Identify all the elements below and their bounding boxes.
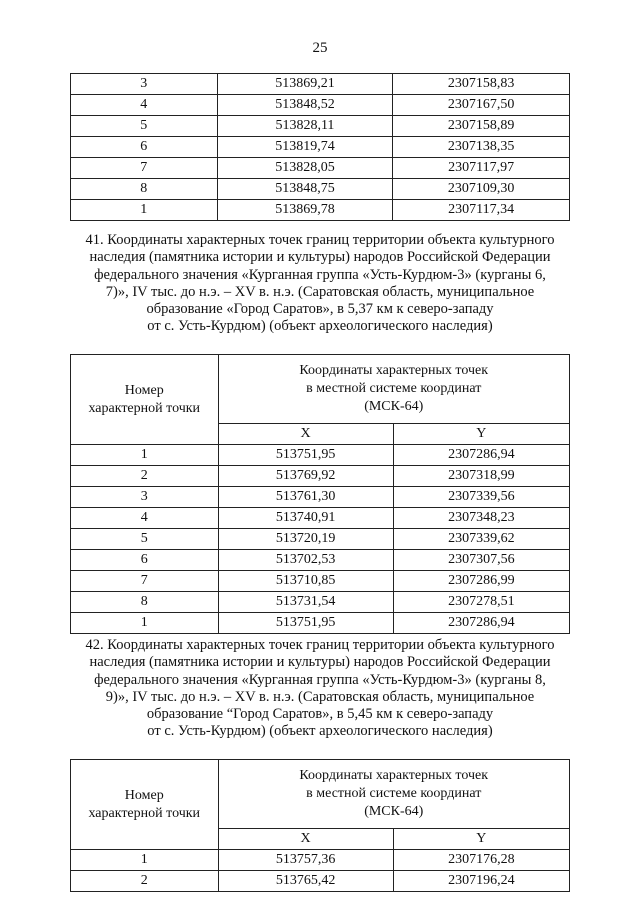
- coordinates-header: [218, 760, 570, 829]
- x-coordinate-cell: 513710,85: [218, 571, 393, 592]
- table-row: [71, 487, 570, 508]
- point-number-cell: 6: [71, 137, 218, 158]
- x-coordinate-cell: 513869,78: [217, 200, 393, 221]
- x-coordinate-cell: 513751,95: [218, 445, 393, 466]
- table-row: [71, 529, 570, 550]
- header-line: характерной точки: [88, 400, 201, 416]
- y-coordinate-cell: 2307196,24: [393, 871, 569, 892]
- section-42-heading: [70, 637, 570, 741]
- coordinates-table-continued: [70, 73, 570, 221]
- y-coordinate-cell: 2307286,99: [393, 571, 569, 592]
- y-coordinate-cell: 2307117,97: [393, 158, 570, 179]
- table-row: [71, 850, 570, 871]
- heading-line: наследия (памятника истории и культуры) народов Российской Федерации: [89, 249, 551, 266]
- x-coordinate-cell: 513765,42: [218, 871, 393, 892]
- table-body: [71, 74, 570, 221]
- header-line: Координаты характерных точек: [299, 768, 489, 783]
- point-number-cell: 6: [71, 550, 219, 571]
- x-coordinate-cell: 513720,19: [218, 529, 393, 550]
- point-number-cell: 1: [71, 613, 219, 634]
- x-coordinate-cell: 513848,52: [217, 95, 393, 116]
- x-coordinate-cell: 513740,91: [218, 508, 393, 529]
- table-row: [71, 158, 570, 179]
- point-number-header: [71, 760, 219, 850]
- point-number-cell: 3: [71, 487, 219, 508]
- x-coordinate-cell: 513869,21: [217, 74, 393, 95]
- table-row: [71, 871, 570, 892]
- point-number-cell: 5: [71, 116, 218, 137]
- heading-line: образование «Город Саратов», в 5,37 км к северо-западу: [146, 301, 494, 318]
- y-coordinate-cell: 2307286,94: [393, 445, 569, 466]
- header-line: Координаты характерных точек: [299, 363, 489, 378]
- heading-line: от с. Усть-Курдюм) (объект археологического наследия): [147, 723, 493, 740]
- x-coordinate-cell: 513731,54: [218, 592, 393, 613]
- point-number-cell: 3: [71, 74, 218, 95]
- point-number-cell: 1: [71, 445, 219, 466]
- section-41-heading: [70, 232, 570, 336]
- x-coordinate-cell: 513848,75: [217, 179, 393, 200]
- table-row: [71, 116, 570, 137]
- y-coordinate-cell: 2307348,23: [393, 508, 569, 529]
- page-number: 25: [312, 40, 328, 56]
- point-number-cell: 2: [71, 871, 219, 892]
- point-number-cell: 1: [71, 200, 218, 221]
- point-number-cell: 5: [71, 529, 219, 550]
- x-coordinate-cell: 513757,36: [218, 850, 393, 871]
- heading-line: федерального значения «Курганная группа «Усть-Курдюм-3» (курганы 6,: [94, 266, 546, 283]
- y-coordinate-cell: 2307339,62: [393, 529, 569, 550]
- header-line: характерной точки: [88, 805, 201, 821]
- header-line: (МСК-64): [364, 804, 424, 819]
- header-line: Номер: [124, 382, 164, 398]
- y-header: Y: [393, 424, 569, 445]
- y-coordinate-cell: 2307307,56: [393, 550, 569, 571]
- header-line: (МСК-64): [364, 399, 424, 414]
- point-number-cell: 8: [71, 592, 219, 613]
- y-coordinate-cell: 2307176,28: [393, 850, 569, 871]
- y-coordinate-cell: 2307109,30: [393, 179, 570, 200]
- y-header: Y: [393, 829, 569, 850]
- table-row: [71, 179, 570, 200]
- coordinates-header: [218, 355, 570, 424]
- heading-line: 42. Координаты характерных точек границ территории объекта культурного: [85, 637, 555, 653]
- table-row: [71, 445, 570, 466]
- x-coordinate-cell: 513828,05: [217, 158, 393, 179]
- table-row: [71, 95, 570, 116]
- point-number-header: [71, 355, 219, 445]
- x-header: X: [218, 829, 393, 850]
- y-coordinate-cell: 2307117,34: [393, 200, 570, 221]
- y-coordinate-cell: 2307318,99: [393, 466, 569, 487]
- x-coordinate-cell: 513761,30: [218, 487, 393, 508]
- point-number-cell: 1: [71, 850, 219, 871]
- y-coordinate-cell: 2307158,89: [393, 116, 570, 137]
- point-number-cell: 4: [71, 508, 219, 529]
- table-row: [71, 74, 570, 95]
- x-coordinate-cell: 513702,53: [218, 550, 393, 571]
- coordinates-table-42: [70, 759, 570, 892]
- y-coordinate-cell: 2307158,83: [393, 74, 570, 95]
- x-coordinate-cell: 513769,92: [218, 466, 393, 487]
- table-row: [71, 466, 570, 487]
- x-coordinate-cell: 513751,95: [218, 613, 393, 634]
- point-number-cell: 4: [71, 95, 218, 116]
- table-row: [71, 550, 570, 571]
- table-row: [71, 571, 570, 592]
- table-row: [71, 508, 570, 529]
- heading-line: наследия (памятника истории и культуры) народов Российской Федерации: [89, 654, 551, 671]
- x-coordinate-cell: 513828,11: [217, 116, 393, 137]
- header-line: в местной системе координат: [306, 381, 482, 396]
- y-coordinate-cell: 2307278,51: [393, 592, 569, 613]
- y-coordinate-cell: 2307138,35: [393, 137, 570, 158]
- coordinates-table-41: [70, 354, 570, 634]
- table-header: [71, 760, 570, 850]
- heading-line: федерального значения «Курганная группа «Усть-Курдюм-3» (курганы 8,: [94, 671, 546, 688]
- table-header: [71, 355, 570, 445]
- point-number-cell: 2: [71, 466, 219, 487]
- header-line: Номер: [124, 787, 164, 803]
- heading-line: от с. Усть-Курдюм) (объект археологического наследия): [147, 318, 493, 335]
- heading-line: 41. Координаты характерных точек границ территории объекта культурного: [85, 232, 555, 248]
- point-number-cell: 8: [71, 179, 218, 200]
- table-body: [71, 445, 570, 634]
- heading-line: образование “Город Саратов», в 5,45 км к северо-западу: [146, 706, 494, 723]
- y-coordinate-cell: 2307286,94: [393, 613, 569, 634]
- y-coordinate-cell: 2307167,50: [393, 95, 570, 116]
- table-row: [71, 137, 570, 158]
- x-coordinate-cell: 513819,74: [217, 137, 393, 158]
- heading-line: 7)», IV тыс. до н.э. – XV в. н.э. (Саратовская область, муниципальное: [105, 283, 535, 300]
- x-header: X: [218, 424, 393, 445]
- y-coordinate-cell: 2307339,56: [393, 487, 569, 508]
- point-number-cell: 7: [71, 158, 218, 179]
- table-row: [71, 613, 570, 634]
- table-body: [71, 850, 570, 892]
- header-line: в местной системе координат: [306, 786, 482, 801]
- table-row: [71, 200, 570, 221]
- table-row: [71, 592, 570, 613]
- heading-line: 9)», IV тыс. до н.э. – XV в. н.э. (Саратовская область, муниципальное: [105, 688, 535, 705]
- point-number-cell: 7: [71, 571, 219, 592]
